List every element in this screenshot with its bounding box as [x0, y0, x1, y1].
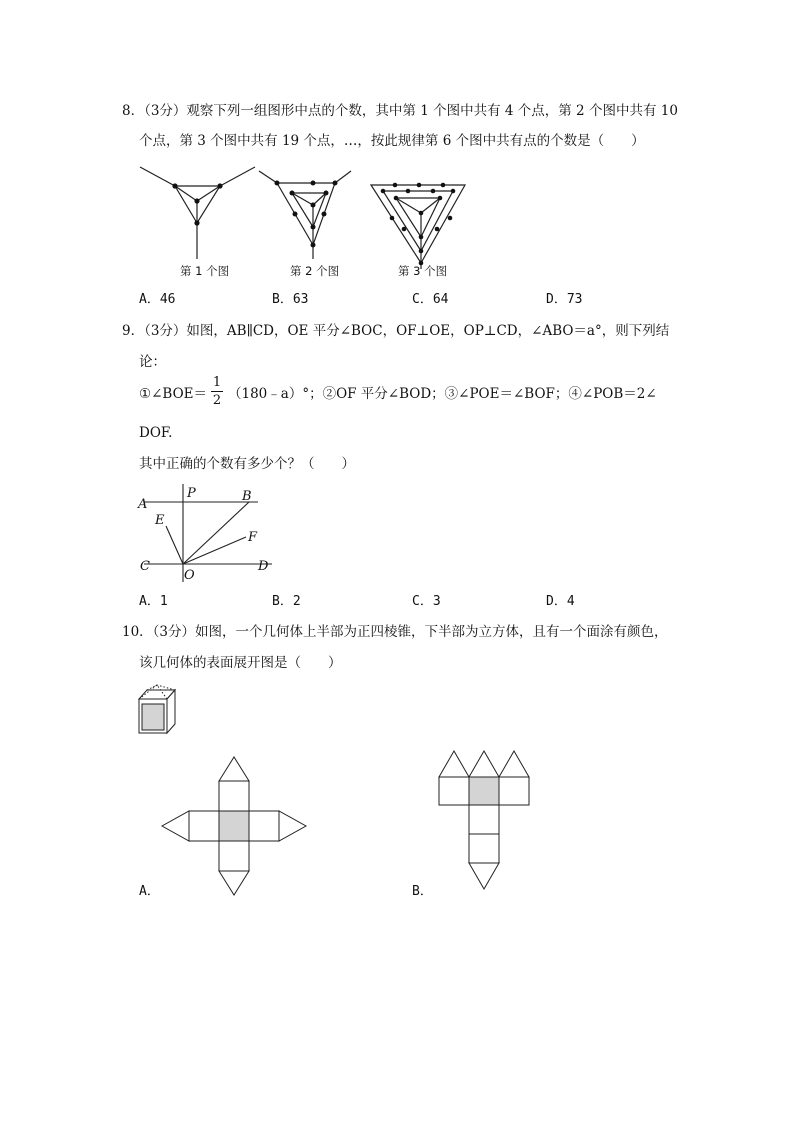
q9-label-f: F	[248, 530, 258, 545]
q10-option-b[interactable]: B．	[412, 884, 433, 899]
q9-conclusion-1-prefix: ①∠BOE＝	[139, 386, 208, 402]
q8-option-b[interactable]: B．63	[272, 292, 309, 307]
q9-option-d[interactable]: D．4	[546, 594, 575, 609]
q9-label-d: D	[258, 559, 269, 574]
q9-label-a: A	[138, 497, 148, 512]
shaded-face	[219, 811, 249, 841]
q10-option-a[interactable]: A．	[139, 884, 160, 899]
q8-caption-2: 第 2 个图	[290, 264, 340, 278]
q8-figure-1	[135, 163, 260, 283]
q9-label-p: P	[187, 486, 196, 501]
q8-text-line1: 8．（3分）观察下列一组图形中点的个数，其中第 1 个图中共有 4 个点，第 2 个图中共有 10	[122, 103, 678, 119]
q9-fraction-bar	[211, 391, 223, 392]
q10-option-b-net	[437, 747, 531, 895]
q9-text-line1: 9．（3分）如图，AB∥CD，OE 平分∠BOC，OF⊥OE，OP⊥CD，∠ABO＝a°，则下列结	[122, 323, 670, 339]
q8-option-a[interactable]: A．46	[139, 292, 176, 307]
shaded-face	[469, 777, 499, 805]
q9-text-line2: 论：	[139, 354, 166, 370]
q9-label-o: O	[184, 568, 195, 583]
q9-fraction-denominator: 2	[212, 393, 222, 408]
q8-figure-3	[365, 163, 475, 283]
q8-option-d[interactable]: D．73	[546, 292, 583, 307]
q10-text-line1: 10．（3分）如图，一个几何体上半部为正四棱锥，下半部为立方体，且有一个面涂有颜色，	[122, 624, 668, 640]
q9-label-b: B	[242, 489, 252, 504]
q9-fraction-half	[211, 376, 223, 407]
q8-text-line2: 个点，第 3 个图中共有 19 个点，…，按此规律第 6 个图中共有点的个数是（ ）	[139, 133, 645, 149]
shaded-face	[142, 704, 164, 730]
q9-figure	[130, 480, 280, 590]
q10-text-line2: 该几何体的表面展开图是（ ）	[139, 655, 342, 671]
q8-figure-2	[255, 163, 365, 283]
q9-text-line4: DOF.	[139, 425, 173, 441]
q9-option-b[interactable]: B．2	[272, 594, 301, 609]
q9-text-line5: 其中正确的个数有多少个？（ ）	[139, 456, 355, 472]
q9-conclusion-1-rest: （180﹣a）°；②OF 平分∠BOD；③∠POE＝∠BOF；④∠POB＝2∠	[228, 386, 657, 402]
q8-caption-1: 第 1 个图	[180, 264, 230, 278]
q9-label-c: C	[140, 559, 150, 574]
q9-option-a[interactable]: A．1	[139, 594, 168, 609]
q9-label-e: E	[155, 513, 165, 528]
q9-option-c[interactable]: C．3	[412, 594, 441, 609]
q10-solid-figure	[136, 683, 184, 737]
q9-fraction-numerator: 1	[212, 375, 222, 390]
q8-option-c[interactable]: C．64	[412, 292, 449, 307]
q10-option-a-net	[160, 755, 308, 897]
q8-caption-3: 第 3 个图	[398, 264, 448, 278]
